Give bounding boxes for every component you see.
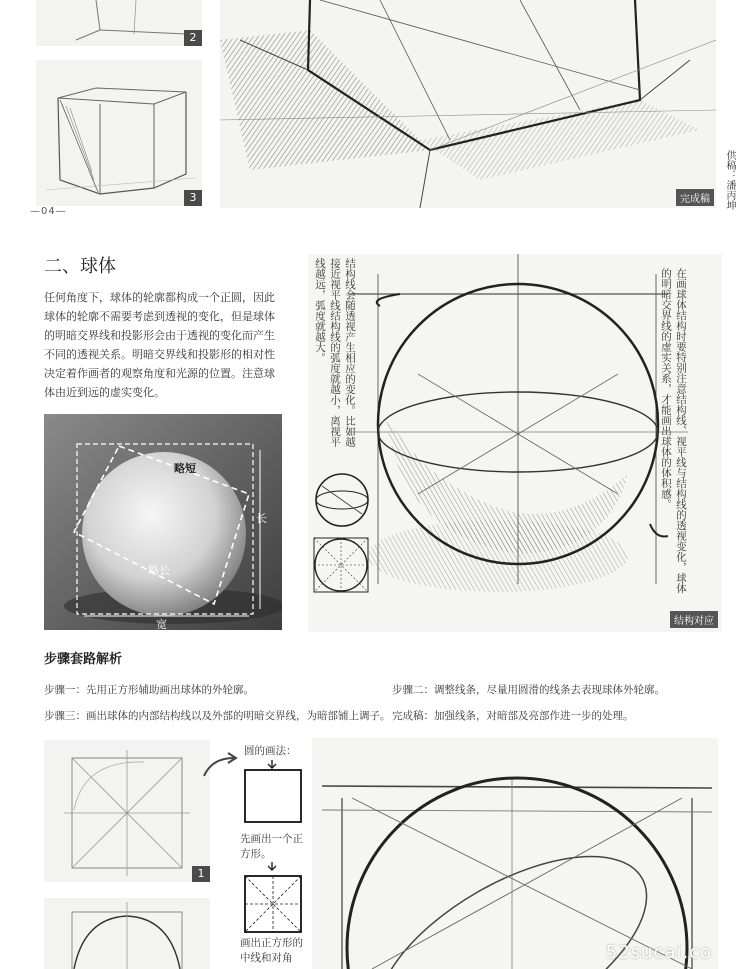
step-number-3: 3 — [184, 190, 202, 206]
cube-sketch-3 — [36, 60, 202, 206]
thumbnail-step-1 — [44, 740, 210, 882]
step-final-text: 完成稿：加强线条，对暗部及亮部作进一步的处理。 — [392, 710, 634, 722]
credit-text: 供稿：潘丙坤 — [724, 150, 735, 210]
sphere-step-large — [312, 738, 718, 969]
section-title: 二、球体 — [44, 256, 116, 277]
structure-tag: 结构对应 — [670, 611, 718, 628]
step-number-1: 1 — [192, 866, 210, 882]
large-sphere-sketch — [312, 738, 718, 969]
structure-drawing — [308, 254, 722, 632]
label-tall: 长 — [256, 512, 267, 525]
circle-step-2-sketch — [44, 898, 210, 969]
steps-heading: 步骤套路解析 — [44, 652, 123, 667]
method-note-2: 画出正方形的中线和对角 — [240, 937, 303, 964]
finished-cube-drawing — [220, 0, 716, 208]
finished-tag: 完成稿 — [676, 189, 714, 206]
circle-step-1-sketch — [44, 740, 210, 882]
step-number-2: 2 — [184, 30, 202, 46]
section-body: 任何角度下，球体的轮廓都构成一个正圆，因此球体的轮廓不需要考虑到透视的变化，但是球体的明暗交界线和投影形会由于透视的变化而产生不同的透视关系。明暗交界线和投影形的相对性决定着作画者的观察角度和光源的位置。注意球体由近到远的虚实变化。 — [44, 291, 275, 399]
structure-note-right: 在画球体结构时要特别注意结构线、视平线与结构线的透视变化，球体的明暗交界线的虚实关系，才能画出球体的体积感。 — [660, 268, 687, 594]
step-2-text: 步骤二：调整线条，尽量用圆滑的线条去表现球体外轮廓。 — [392, 684, 665, 696]
sphere-photo — [44, 414, 282, 630]
step-1-text: 步骤一：先用正方形辅助画出球体的外轮廓。 — [44, 684, 254, 696]
step-3-text: 步骤三：画出球体的内部结构线以及外部的明暗交界线，为暗部铺上调子。 — [44, 710, 391, 722]
thumbnail-step-3 — [36, 60, 202, 206]
thumbnail-step-2b — [44, 898, 210, 969]
method-title: 圆的画法： — [244, 745, 297, 757]
structure-note-left: 结构线会随透视产生相应的变化。比如越接近视平线结构线的弧度就越小，离视平线越远，弧度就越大。 — [314, 258, 356, 447]
label-long: 略长 — [148, 564, 170, 577]
watermark: 52sucai.co — [605, 942, 712, 963]
curved-arrow-icon — [200, 752, 240, 782]
cube-sketch-2 — [36, 0, 202, 46]
method-note-1: 先画出一个正方形。 — [240, 833, 303, 860]
page-number: —04— — [30, 206, 67, 217]
cube-sketch-final — [220, 0, 716, 208]
label-width: 宽 — [156, 618, 167, 630]
sphere-photo-graphic — [44, 414, 282, 630]
thumbnail-step-2 — [36, 0, 202, 46]
label-short: 略短 — [174, 462, 196, 475]
